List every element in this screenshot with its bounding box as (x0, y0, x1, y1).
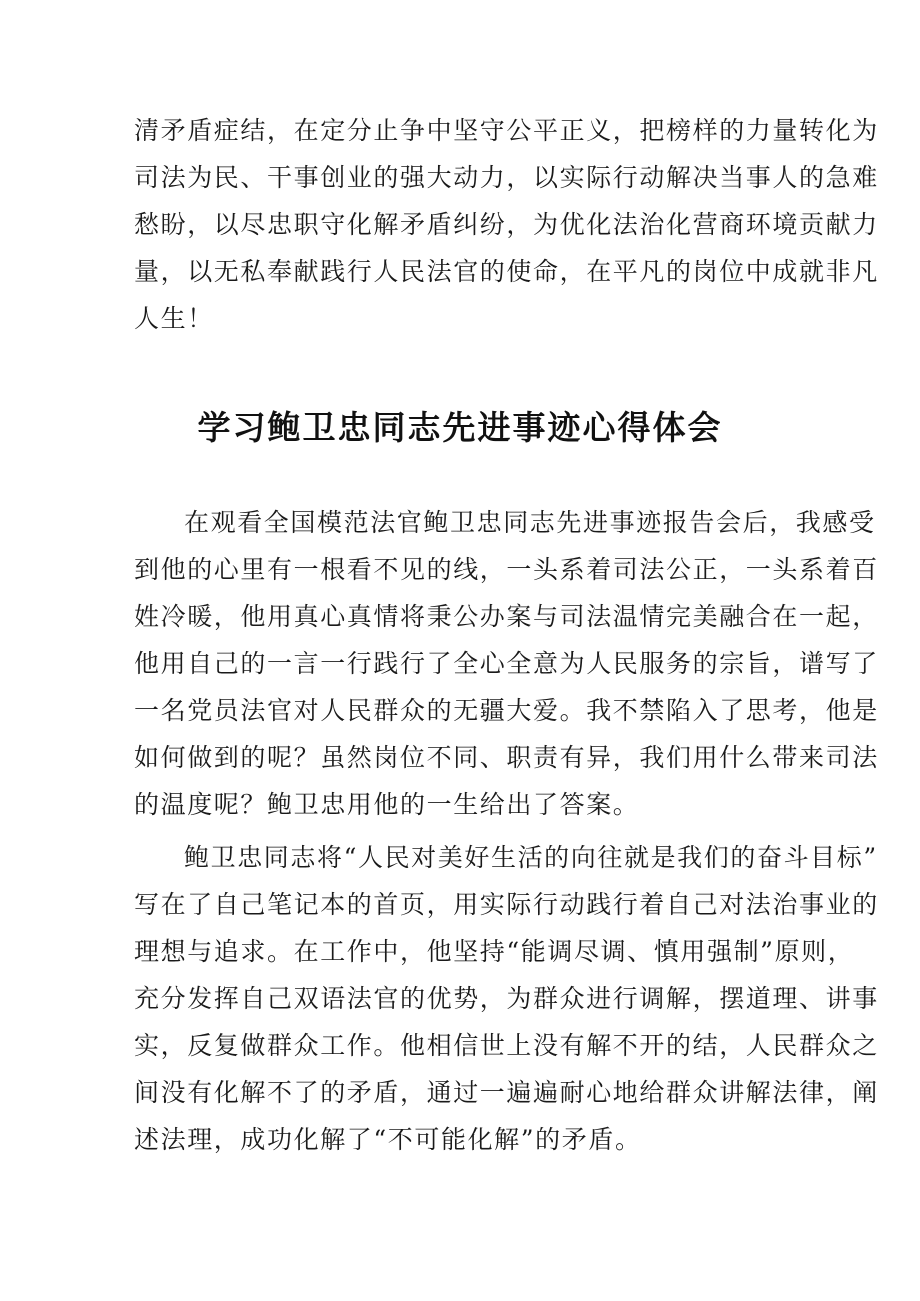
text-line: 人生！ (134, 304, 214, 333)
text-line: 如何做到的呢？虽然岗位不同、职责有异，我们用什么带来司法 (134, 743, 879, 772)
text-line: 写在了自己笔记本的首页，用实际行动践行着自己对法治事业的 (134, 890, 879, 919)
text-line: 间没有化解不了的矛盾，通过一遍遍耐心地给群众讲解法律，阐 (134, 1078, 879, 1107)
text-line: 充分发挥自己双语法官的优势，为群众进行调解，摆道理、讲事 (134, 984, 879, 1013)
text-line: 司法为民、干事创业的强大动力，以实际行动解决当事人的急难 (134, 163, 879, 192)
text-line: 愁盼，以尽忠职守化解矛盾纠纷，为优化法治化营商环境贡献力 (134, 210, 879, 239)
text-line: 的温度呢？鲍卫忠用他的一生给出了答案。 (134, 790, 640, 819)
text-line: 实，反复做群众工作。他相信世上没有解不开的结，人民群众之 (134, 1031, 879, 1060)
text-line: 理想与追求。在工作中，他坚持“能调尽调、慎用强制”原则， (134, 937, 855, 966)
text-line: 姓冷暖，他用真心真情将秉公办案与司法温情完美融合在一起， (134, 602, 879, 631)
text-line: 量，以无私奉献践行人民法官的使命，在平凡的岗位中成就非凡 (134, 257, 879, 286)
text-line: 鲍卫忠同志将“人民对美好生活的向往就是我们的奋斗目标” (184, 843, 878, 872)
text-line: 清矛盾症结，在定分止争中坚守公平正义，把榜样的力量转化为 (134, 116, 879, 145)
text-line: 他用自己的一言一行践行了全心全意为人民服务的宗旨，谱写了 (134, 649, 879, 678)
text-line: 在观看全国模范法官鲍卫忠同志先进事迹报告会后，我感受 (184, 508, 876, 537)
text-line: 一名党员法官对人民群众的无疆大爱。我不禁陷入了思考，他是 (134, 696, 879, 725)
text-line: 述法理，成功化解了“不可能化解”的矛盾。 (134, 1125, 642, 1154)
article-title: 学习鲍卫忠同志先进事迹心得体会 (197, 408, 723, 447)
text-line: 到他的心里有一根看不见的线，一头系着司法公正，一头系着百 (134, 555, 879, 584)
